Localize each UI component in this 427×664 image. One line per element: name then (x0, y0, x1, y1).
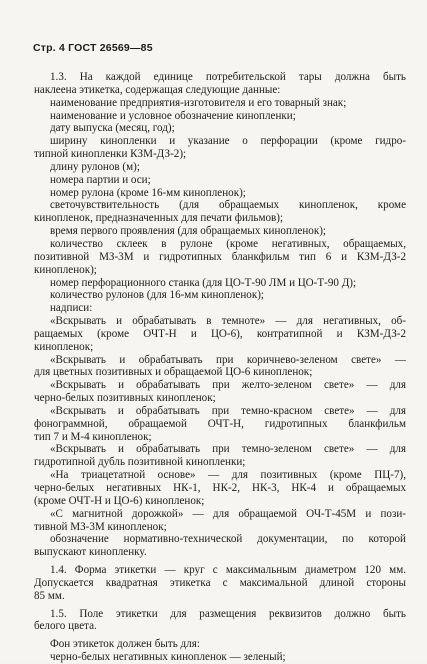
text-line: черно-белых негативных НК-1, НК-2, НК-3, НК-4 и обращаемых (34, 482, 406, 494)
text-line: время первого проявления (для обращаемых кинопленок); (50, 225, 326, 238)
text-line: кинопленок); (34, 263, 97, 276)
text-line: 1.3. На каждой единице потребительской тары должна быть (50, 71, 406, 83)
text-line: «С магнитной дорожкой» — для обращаемой ОЧ-Т-45М и пози- (50, 507, 406, 520)
text-line: «Вскрывать и обрабатывать при темно-зеленом свете» — для (50, 443, 406, 456)
text-line: «Вскрывать и обрабатывать при желто-зеленом свете» — для (50, 379, 406, 392)
text-line: 85 мм. (34, 589, 65, 602)
text-line: тип 7 и М-4 кинопленок; (34, 430, 152, 443)
text-line: (кроме ОЧТ-Н и ЦО-6) кинопленок; (34, 494, 205, 507)
text-line: черно-белых позитивных кинопленок; (34, 392, 216, 405)
text-line: кинопленок, предназначенных для печати фильмов); (34, 212, 284, 225)
document-body (34, 71, 406, 664)
page-header: Стр. 4 ГОСТ 26569—85 (33, 42, 153, 54)
text-line: надписи: (50, 302, 93, 315)
text-line: наклеена этикетка, содержащая следующие данные: (34, 83, 281, 96)
text-line: тивной МЗ-3М кинопленок; (34, 520, 167, 533)
text-line: черно-белых негативных кинопленок — зеленый; (50, 651, 286, 664)
text-line: дату выпуска (месяц, год); (50, 122, 175, 135)
text-line: «Вскрывать и обрабатывать при коричнево-зеленом свете» — (50, 353, 406, 366)
text-line: наименование предприятия-изготовителя и его товарный знак; (50, 96, 347, 109)
text-line: фонограммной, обращаемой ОЧТ-Н, гидротипных бланкфильм (34, 417, 406, 430)
text-line: количество склеек в рулоне (кроме негативных, обращаемых, (50, 237, 406, 250)
text-line: номер перфорационного станка (для ЦО-Т-90 ЛМ и ЦО-Т-90 Д); (50, 276, 357, 289)
text-line: кинопленок; (34, 340, 94, 353)
text-line: наименование и условное обозначение кинопленки; (50, 109, 296, 122)
text-line: гидротипной дубль позитивной кинопленки; (34, 456, 246, 469)
text-line: Фон этикеток должен быть для: (50, 638, 200, 651)
text-line: количество рулонов (для 16-мм кинопленок); (50, 289, 264, 302)
text-line: номер рулона (кроме 16-мм кинопленок); (50, 186, 246, 199)
text-line: 1.4. Форма этикетки — круг с максимальным диаметром 120 мм. (50, 564, 406, 577)
text-line: для цветных позитивных и обращаемой ЦО-6 кинопленок; (34, 366, 313, 379)
text-line: белого цвета. (34, 620, 97, 633)
text-line: выпускают кинопленку. (34, 546, 147, 559)
text-line: «Вскрывать и обрабатывать при темно-красном свете» — для (50, 404, 406, 417)
text-line: ширину кинопленки и указание о перфорации (кроме гидро- (50, 135, 406, 148)
text-line: номера партии и оси; (50, 173, 151, 186)
text-line: ращаемых (кроме ОЧТ-Н и ЦО-6), контратипной и КЗМ-ДЗ-2 (34, 327, 406, 340)
text-line: светочувствительность (для обращаемых кинопленок, кроме (50, 199, 406, 212)
text-line: типной кинопленки КЗМ-ДЗ-2); (34, 148, 187, 161)
text-line: позитивной МЗ-3М и гидротипных бланкфильм тип 6 и КЗМ-ДЗ-2 (34, 250, 406, 263)
text-line: 1.5. Поле этикетки для размещения реквизитов должно быть (50, 607, 406, 620)
text-line: Допускается квадратная этикетка с максимальной длиной стороны (34, 576, 406, 589)
text-line: «На триацетатной основе» — для позитивных (кроме ПЦ-7), (50, 469, 406, 482)
text-line: «Вскрывать и обрабатывать в темноте» — для негативных, об- (50, 315, 406, 328)
text-line: обозначение нормативно-технической документации, по которой (50, 533, 406, 546)
text-line: длину рулонов (м); (50, 160, 140, 173)
